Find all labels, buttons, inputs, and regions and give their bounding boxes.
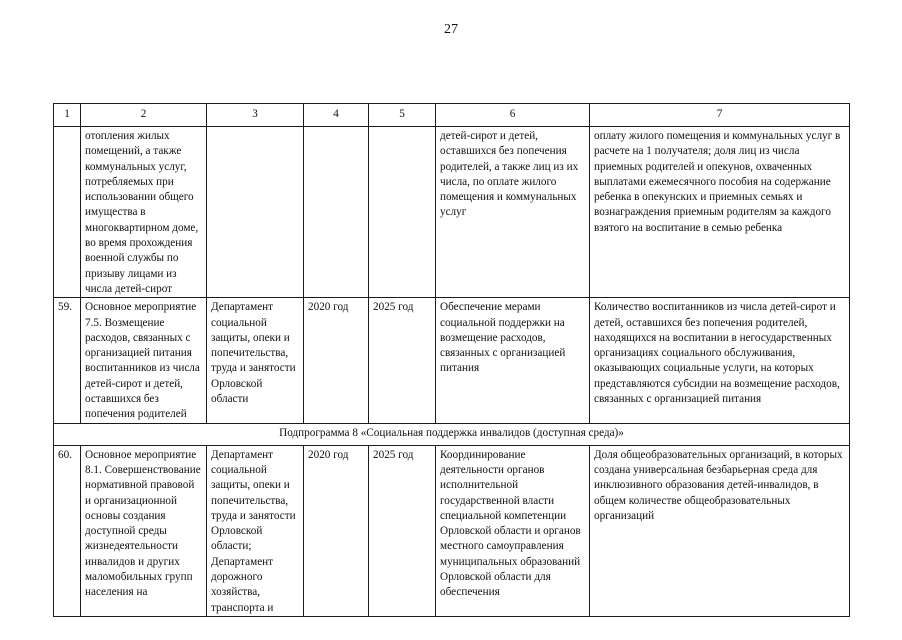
table-row-59 xyxy=(54,298,850,423)
column-header: 7 xyxy=(590,104,850,127)
end-year-cell: 2025 год xyxy=(369,445,436,616)
table-row-60 xyxy=(54,445,850,616)
indicator-cell: Доля общеобразовательных организаций, в которых создана универсальная безбарьерная среда для инклюзивного образования детей-инвалидов, в общем количестве общеобразовательных организаций xyxy=(590,445,850,616)
column-header: 1 xyxy=(54,104,81,127)
activity-cell: отопления жилых помещений, а также коммунальных услуг, потребляемых при использовании общего имущества в многоквартирном доме, во время прохождения военной службы по призыву лицами из числа детей-сирот xyxy=(81,127,207,298)
expected-result-cell: детей-сирот и детей, оставшихся без попечения родителей, а также лиц из их числа, по оплате жилого помещения и коммунальных услуг xyxy=(436,127,590,298)
subprogram-heading: Подпрограмма 8 «Социальная поддержка инвалидов (доступная среда)» xyxy=(54,423,850,445)
start-year-cell xyxy=(304,127,369,298)
program-activities-table xyxy=(53,103,850,617)
row-number xyxy=(54,127,81,298)
column-header: 5 xyxy=(369,104,436,127)
column-header: 4 xyxy=(304,104,369,127)
end-year-cell xyxy=(369,127,436,298)
activity-cell: Основное мероприятие 7.5. Возмещение расходов, связанных с организацией питания воспитанников из числа детей-сирот и детей, оставшихся без попечения родителей xyxy=(81,298,207,423)
column-header: 2 xyxy=(81,104,207,127)
page-number: 27 xyxy=(444,22,458,37)
start-year-cell: 2020 год xyxy=(304,298,369,423)
table-row-continuation xyxy=(54,127,850,298)
end-year-cell: 2025 год xyxy=(369,298,436,423)
indicator-cell: Количество воспитанников из числа детей-сирот и детей, оставшихся без попечения родителей, находящихся на воспитании в негосударственных организациях социального обслуживания, оказывающих социальные услуги, на которых представляются субсидии на возмещение расходов, связанных с организацией питания xyxy=(590,298,850,423)
row-number: 60. xyxy=(54,445,81,616)
column-header: 6 xyxy=(436,104,590,127)
expected-result-cell: Координирование деятельности органов исполнительной государственной власти специальной компетенции Орловской области и органов местного самоуправления муниципальных образований Орловской области для обеспечения xyxy=(436,445,590,616)
column-header: 3 xyxy=(207,104,304,127)
executor-cell: Департамент социальной защиты, опеки и попечительства, труда и занятости Орловской области; Департамент дорожного хозяйства, транспорта и xyxy=(207,445,304,616)
executor-cell xyxy=(207,127,304,298)
subprogram-heading-row xyxy=(54,423,850,445)
start-year-cell: 2020 год xyxy=(304,445,369,616)
indicator-cell: оплату жилого помещения и коммунальных услуг в расчете на 1 получателя; доля лиц из числа приемных родителей и опекунов, охваченных выплатами ежемесячного пособия на содержание ребенка в опекунских и приемных семьях и вознаграждения приемным родителям за каждого взятого на воспитание в семью ребенка xyxy=(590,127,850,298)
table-header-row xyxy=(54,104,850,127)
activity-cell: Основное мероприятие 8.1. Совершенствование нормативной правовой и организационной основы создания доступной среды жизнедеятельности инвалидов и других маломобильных групп населения на xyxy=(81,445,207,616)
row-number: 59. xyxy=(54,298,81,423)
executor-cell: Департамент социальной защиты, опеки и попечительства, труда и занятости Орловской области xyxy=(207,298,304,423)
expected-result-cell: Обеспечение мерами социальной поддержки на возмещение расходов, связанных с организацией питания xyxy=(436,298,590,423)
